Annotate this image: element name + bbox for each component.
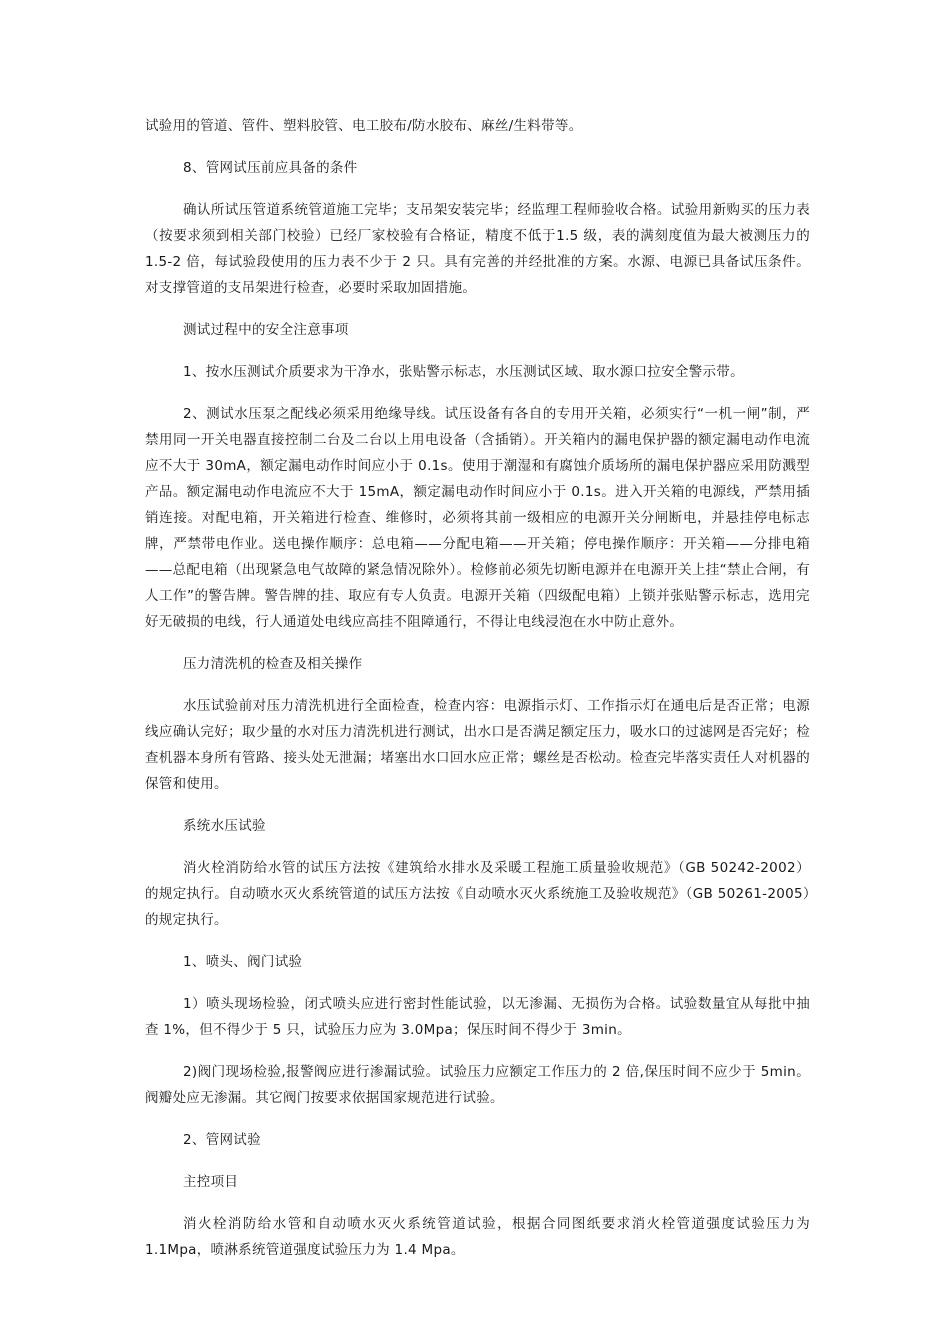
paragraph-safety-2: 2、测试水压泵之配线必须采用绝缘导线。试压设备有各自的专用开关箱，必须实行“一机一闸”制，严禁用同一开关电器直接控制二台及二台以上用电设备（含插销）。开关箱内的漏电保护器的额定漏电动作电流应不大于 30mA，额定漏电动作时间应小于 0.1s。使用于潮湿和有腐蚀介质场所的漏电保护器应采用防溅型产品。额定漏电动作电流应不大于 15mA，额定漏电动作时间应小于 0.1s。进入开关箱的电源线，严禁用插销连接。对配电箱，开关箱进行检查、维修时，必须将其前一级相应的电源开关分闸断电，并悬挂停电标志牌，严禁带电作业。送电操作顺序：总电箱——分配电箱——开关箱；停电操作顺序：开关箱——分排电箱——总配电箱（出现紧急电气故障的紧急情况除外）。检修前必须先切断电源并在电源开关上挂“禁止合闸，有人工作”的警告牌。警告牌的挂、取应有专人负责。电源开关箱（四级配电箱）上锁并张贴警示标志，选用完好无破损的电线，行人通道处电线应高挂不阻障通行，不得让电线浸泡在水中防止意外。 bbox=[145, 406, 810, 630]
heading-pipe-network-test: 2、管网试验 bbox=[183, 1132, 261, 1148]
heading-main-control-items: 主控项目 bbox=[183, 1174, 239, 1190]
heading-system-hydro-test: 系统水压试验 bbox=[183, 818, 266, 834]
paragraph-pipe-test-pressure: 消火栓消防给水管和自动喷水灭火系统管道试验，根据合同图纸要求消火栓管道强度试验压力为 1.1Mpa，喷淋系统管道强度试验压力为 1.4 Mpa。 bbox=[145, 1216, 810, 1258]
heading-pretest-conditions: 8、管网试压前应具备的条件 bbox=[183, 160, 358, 176]
paragraph-sprinkler-test: 1）喷头现场检验，闭式喷头应进行密封性能试验，以无渗漏、无损伤为合格。试验数量宜从每批中抽查 1%，但不得少于 5 只，试验压力应为 3.0Mpa；保压时间不得少于 3min。 bbox=[145, 996, 810, 1038]
paragraph-pressure-washer: 水压试验前对压力清洗机进行全面检查，检查内容：电源指示灯、工作指示灯在通电后是否正常；电源线应确认完好；取少量的水对压力清洗机进行测试，出水口是否满足额定压力，吸水口的过滤网是否完好；检查机器本身所有管路、接头处无泄漏；堵塞出水口回水应正常；螺丝是否松动。检查完毕落实责任人对机器的保管和使用。 bbox=[145, 698, 810, 792]
heading-pressure-washer: 压力清洗机的检查及相关操作 bbox=[183, 656, 363, 672]
document-body bbox=[145, 113, 810, 1279]
paragraph-test-standards: 消火栓消防给水管的试压方法按《建筑给水排水及采暖工程施工质量验收规范》（GB 50242-2002）的规定执行。自动喷水灭火系统管道的试压方法按《自动喷水灭火系统施工及验收规范》（GB 50261-2005）的规定执行。 bbox=[145, 860, 810, 928]
paragraph-pretest-conditions: 确认所试压管道系统管道施工完毕；支吊架安装完毕；经监理工程师验收合格。试验用新购买的压力表（按要求须到相关部门校验）已经厂家校验有合格证，精度不低于1.5 级，表的满刻度值为最大被测压力的 1.5-2 倍，每试验段使用的压力表不少于 2 只。具有完善的并经批准的方案。水源、电源已具备试压条件。对支撑管道的支吊架进行检查，必要时采取加固措施。 bbox=[145, 202, 810, 296]
paragraph-materials: 试验用的管道、管件、塑料胶管、电工胶布/防水胶布、麻丝/生料带等。 bbox=[145, 118, 583, 134]
heading-sprinkler-valve-test: 1、喷头、阀门试验 bbox=[183, 954, 303, 970]
paragraph-valve-test: 2)阀门现场检验,报警阀应进行渗漏试验。试验压力应额定工作压力的 2 倍,保压时间不应少于 5min。阀瓣处应无渗漏。其它阀门按要求依据国家规范进行试验。 bbox=[145, 1064, 810, 1106]
paragraph-safety-1: 1、按水压测试介质要求为干净水，张贴警示标志，水压测试区域、取水源口拉安全警示带。 bbox=[183, 364, 744, 380]
heading-safety-notes: 测试过程中的安全注意事项 bbox=[183, 322, 349, 338]
